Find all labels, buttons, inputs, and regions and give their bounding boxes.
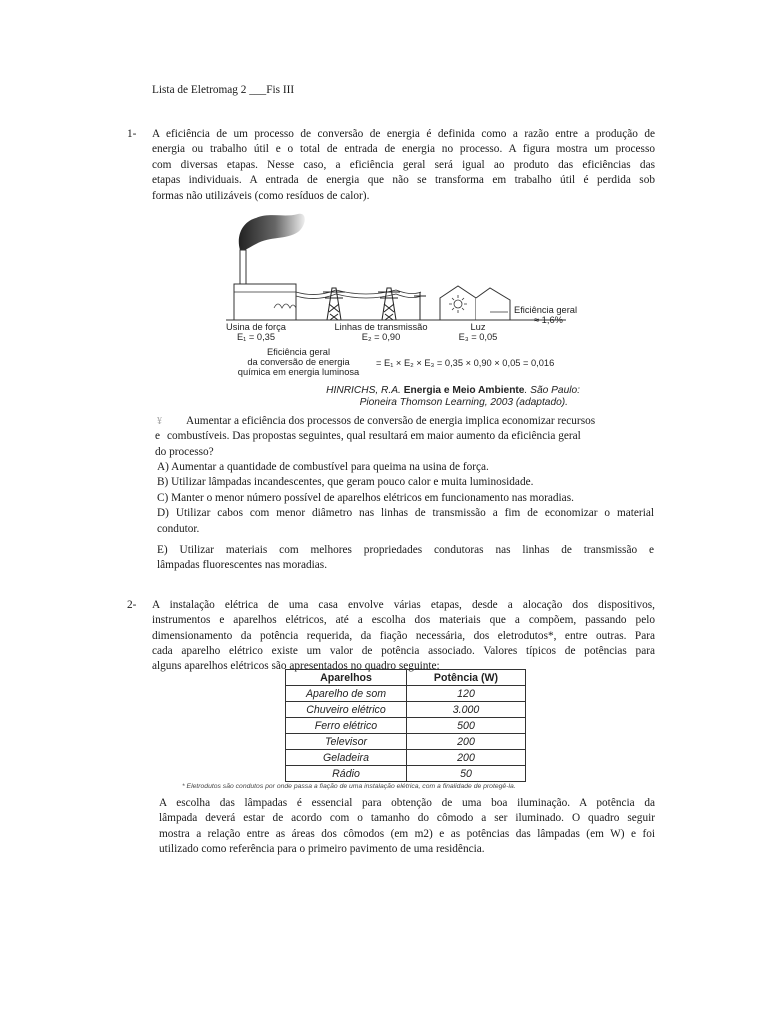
prompt-line: do processo? xyxy=(155,445,214,458)
table-row xyxy=(286,686,526,702)
figure-citation xyxy=(290,385,580,409)
intro-line: dimensionamento da potência requerida, da fiação necessária, dos eletrodutos*, entre outras. Para xyxy=(152,629,655,642)
smoke-plume xyxy=(239,214,305,251)
option-d: D) Utilizar cabos com menor diâmetro nas linhas de transmissão a fim de economizar o material xyxy=(157,507,654,520)
intro-line: com diversas etapas. Nesse caso, a eficiência geral será igual ao produto das eficiências das xyxy=(152,158,655,171)
appliance-cell: Geladeira xyxy=(286,750,407,766)
followup-line: utilizado como referência para o primeiro pavimento de uma residência. xyxy=(159,843,485,856)
question-2-intro xyxy=(152,598,655,672)
power-cell: 500 xyxy=(407,718,526,734)
stage-light xyxy=(448,322,508,342)
utility-pole xyxy=(414,292,426,320)
bullet-glyph: ¥ xyxy=(157,416,162,427)
power-plant-building xyxy=(234,284,296,320)
house xyxy=(440,286,510,320)
table-header-row xyxy=(286,670,526,686)
prompt-text: e xyxy=(155,430,161,443)
followup-line: mostra a relação entre as áreas dos cômodos (em m2) e as potências das lâmpadas (em W) e foi xyxy=(159,827,655,840)
appliance-cell: Aparelho de som xyxy=(286,686,407,702)
question-1-number: 1- xyxy=(127,128,137,140)
question-1-prompt xyxy=(157,414,654,460)
table-row xyxy=(286,750,526,766)
option-e: E) Utilizar materiais com melhores propriedades condutoras nas linhas de transmissão e xyxy=(157,544,654,557)
intro-line: formas não utilizáveis (como resíduos de calor). xyxy=(152,189,370,202)
option-c: C) Manter o menor número possível de aparelhos elétricos em funcionamento nas moradias. xyxy=(157,491,574,504)
intro-line: energia ou trabalho útil e o total de entrada de energia no processo. A figura mostra um processo xyxy=(152,143,655,156)
citation-line-2: Pioneira Thomson Learning, 2003 (adaptado). xyxy=(359,397,568,408)
table-row xyxy=(286,702,526,718)
table-row xyxy=(286,766,526,782)
appliance-cell: Ferro elétrico xyxy=(286,718,407,734)
followup-line: A escolha das lâmpadas é essencial para obtenção de uma boa iluminação. A potência da xyxy=(159,797,655,809)
stage-name: Usina de força xyxy=(226,322,286,332)
option-b: B) Utilizar lâmpadas incandescentes, que geram pouco calor e muita luminosidade. xyxy=(157,476,534,489)
stage-name: Linhas de transmissão xyxy=(334,322,428,332)
appliance-cell: Chuveiro elétrico xyxy=(286,702,407,718)
prompt-text: Aumentar a eficiência dos processos de conversão de energia implica economizar recursos xyxy=(186,415,596,427)
table-footnote: * Eletrodutos são condutos por onde passa a fiação de uma instalação elétrica, com a finalidade de protegê-la. xyxy=(182,783,516,790)
formula-label xyxy=(226,347,371,377)
table-row xyxy=(286,734,526,750)
prompt-line xyxy=(157,414,654,429)
citation-city: . São Paulo: xyxy=(524,385,580,396)
option-a: A) Aumentar a quantidade de combustível para queima na usina de força. xyxy=(157,461,489,473)
option-d-cont: condutor. xyxy=(157,522,200,535)
stage-efficiency: E₃ = 0,05 xyxy=(458,332,498,342)
prompt-line xyxy=(155,429,654,444)
citation-book-title: Energia e Meio Ambiente xyxy=(403,385,525,396)
efficiency-formula: = E₁ × E₂ × E₃ = 0,35 × 0,90 × 0,05 = 0,016 xyxy=(376,358,555,368)
question-2-number: 2- xyxy=(127,599,137,611)
stage-transmission xyxy=(321,322,441,342)
formula-label-line: Eficiência geral xyxy=(266,347,331,357)
stage-efficiency: E₁ = 0,35 xyxy=(236,332,276,342)
intro-line: A instalação elétrica de uma casa envolve várias etapas, desde a alocação dos dispositivos, xyxy=(152,599,655,611)
power-cell: 200 xyxy=(407,750,526,766)
overall-efficiency-tag xyxy=(514,305,577,325)
formula-label-line: química em energia luminosa xyxy=(237,367,360,377)
option-e-cont: lâmpadas fluorescentes nas moradias. xyxy=(157,559,328,572)
intro-line: A eficiência de um processo de conversão de energia é definida como a razão entre a produção de xyxy=(152,128,655,140)
appliance-power-table xyxy=(285,669,526,782)
intro-line: alguns aparelhos elétricos são apresentados no quadro seguinte: xyxy=(152,659,440,672)
overall-tag-value: ≈ 1,6% xyxy=(534,315,563,325)
answer-options xyxy=(157,460,654,574)
citation-line-1 xyxy=(290,385,580,397)
column-header: Potência (W) xyxy=(407,670,526,686)
column-header: Aparelhos xyxy=(286,670,407,686)
prompt-text: combustíveis. Das propostas seguintes, qual resultará em maior aumento da eficiência geral xyxy=(167,430,581,443)
power-table xyxy=(285,669,526,782)
energy-chain-figure xyxy=(226,208,586,378)
followup-line: lâmpada deverá estar de acordo com o tamanho do cômodo a ser iluminado. O quadro seguir xyxy=(159,812,655,825)
question-1-intro xyxy=(152,127,655,204)
transmission-wire xyxy=(296,290,421,295)
question-2-followup xyxy=(159,796,655,858)
stage-efficiency: E₂ = 0,90 xyxy=(361,332,401,342)
power-cell: 120 xyxy=(407,686,526,702)
appliance-cell: Rádio xyxy=(286,766,407,782)
formula-label-line: da conversão de energia xyxy=(247,357,350,367)
page-title: Lista de Eletromag 2 ___Fis III xyxy=(152,84,295,96)
table-row xyxy=(286,718,526,734)
stage-name: Luz xyxy=(470,322,486,332)
citation-author: HINRICHS, R.A. xyxy=(326,385,404,396)
power-cell: 3.000 xyxy=(407,702,526,718)
stage-power-plant xyxy=(226,322,286,342)
power-cell: 200 xyxy=(407,734,526,750)
overall-tag-line: Eficiência geral xyxy=(514,305,578,315)
intro-line: cada aparelho elétrico existe um valor de potência associado. Valores típicos de potências para xyxy=(152,645,655,658)
appliance-cell: Televisor xyxy=(286,734,407,750)
intro-line: etapas individuais. A entrada de energia que não se transforma em trabalho útil é perdida sob xyxy=(152,174,655,187)
intro-line: instrumentos e aparelhos elétricos, até a escolha dos materiais que a compõem, passando pelo xyxy=(152,614,655,627)
power-cell: 50 xyxy=(407,766,526,782)
